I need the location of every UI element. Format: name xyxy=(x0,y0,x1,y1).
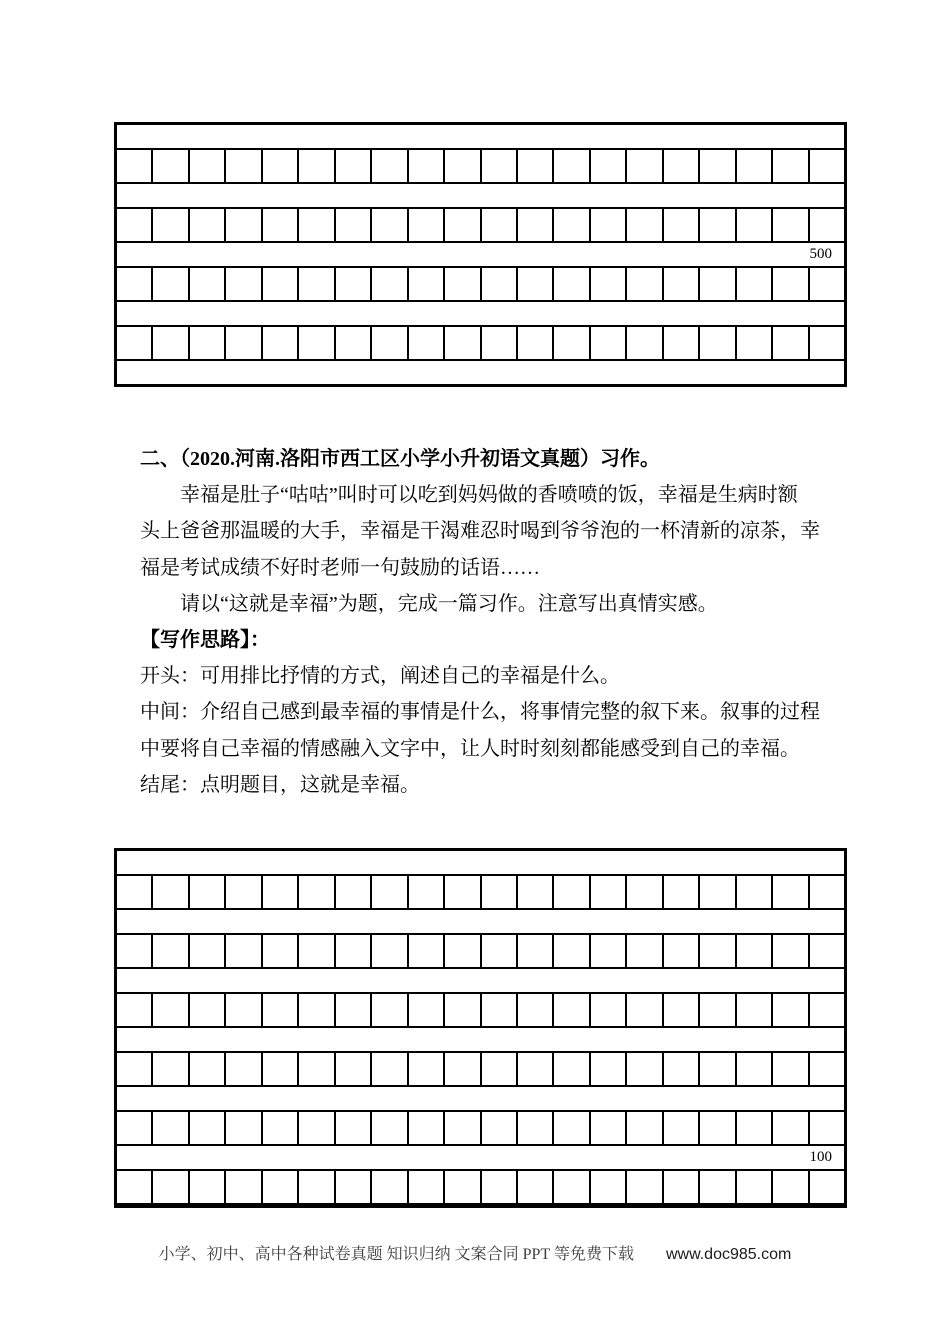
writing-cell xyxy=(263,1053,299,1085)
writing-cell xyxy=(591,1112,627,1144)
writing-cell xyxy=(226,876,262,908)
writing-cell xyxy=(700,876,736,908)
text-line: 【写作思路】： xyxy=(140,629,270,652)
page-footer xyxy=(0,1241,950,1264)
writing-cell xyxy=(117,1053,153,1085)
writing-cell xyxy=(664,268,700,300)
writing-cell xyxy=(518,994,554,1026)
writing-cell xyxy=(810,1053,844,1085)
exercise-text-block xyxy=(140,441,830,803)
writing-cell xyxy=(409,209,445,241)
section-body xyxy=(140,477,830,803)
grid-cell-row xyxy=(117,207,844,243)
writing-cell xyxy=(153,994,189,1026)
writing-cell xyxy=(190,935,226,967)
writing-cell xyxy=(372,268,408,300)
writing-cell xyxy=(190,327,226,359)
writing-cell xyxy=(445,994,481,1026)
writing-cell xyxy=(554,876,590,908)
writing-cell xyxy=(554,1171,590,1203)
writing-cell xyxy=(372,935,408,967)
writing-cell xyxy=(372,1171,408,1203)
writing-cell xyxy=(445,327,481,359)
writing-cell xyxy=(518,935,554,967)
writing-grid-100 xyxy=(114,848,847,1208)
writing-cell xyxy=(810,209,844,241)
writing-cell xyxy=(591,876,627,908)
grid-spacer-row xyxy=(117,851,844,874)
writing-cell xyxy=(263,994,299,1026)
writing-cell xyxy=(554,1053,590,1085)
writing-cell xyxy=(737,935,773,967)
grid-spacer-row xyxy=(117,1087,844,1110)
writing-cell xyxy=(518,1171,554,1203)
writing-cell xyxy=(627,876,663,908)
writing-cell xyxy=(664,1112,700,1144)
writing-cell xyxy=(773,1171,809,1203)
writing-cell xyxy=(263,935,299,967)
writing-cell xyxy=(445,268,481,300)
writing-cell xyxy=(153,876,189,908)
writing-cell xyxy=(372,994,408,1026)
writing-cell xyxy=(445,150,481,182)
writing-cell xyxy=(336,268,372,300)
writing-cell xyxy=(810,268,844,300)
writing-cell xyxy=(226,935,262,967)
writing-cell xyxy=(591,1053,627,1085)
writing-cell xyxy=(554,268,590,300)
writing-cell xyxy=(737,209,773,241)
writing-cell xyxy=(591,994,627,1026)
grid-spacer-row xyxy=(117,1146,844,1169)
writing-grid-500 xyxy=(114,122,847,387)
grid-spacer-row xyxy=(117,1028,844,1051)
writing-cell xyxy=(554,150,590,182)
writing-cell xyxy=(627,327,663,359)
writing-cell xyxy=(445,1112,481,1144)
writing-cell xyxy=(226,1171,262,1203)
writing-cell xyxy=(226,209,262,241)
writing-cell xyxy=(591,327,627,359)
writing-cell xyxy=(409,876,445,908)
writing-cell xyxy=(700,1112,736,1144)
writing-cell xyxy=(299,1171,335,1203)
writing-cell xyxy=(299,268,335,300)
writing-cell xyxy=(737,1112,773,1144)
writing-cell xyxy=(518,1053,554,1085)
writing-cell xyxy=(445,876,481,908)
writing-cell xyxy=(627,935,663,967)
writing-cell xyxy=(299,1112,335,1144)
writing-cell xyxy=(372,1053,408,1085)
writing-cell xyxy=(445,1053,481,1085)
writing-cell xyxy=(409,150,445,182)
grid-cell-row xyxy=(117,148,844,184)
text-line: 头上爸爸那温暖的大手，幸福是干渴难忍时喝到爷爷泡的一杯清新的凉茶，幸 xyxy=(140,520,820,543)
writing-cell xyxy=(226,268,262,300)
writing-cell xyxy=(263,209,299,241)
writing-cell xyxy=(700,209,736,241)
writing-cell xyxy=(190,150,226,182)
writing-cell xyxy=(263,327,299,359)
writing-cell xyxy=(664,994,700,1026)
writing-cell xyxy=(117,268,153,300)
writing-cell xyxy=(372,327,408,359)
writing-cell xyxy=(263,1112,299,1144)
writing-cell xyxy=(372,209,408,241)
grid-cell-row xyxy=(117,1169,844,1205)
writing-cell xyxy=(810,327,844,359)
text-line: 开头：可用排比抒情的方式，阐述自己的幸福是什么。 xyxy=(140,665,620,688)
writing-cell xyxy=(153,1171,189,1203)
writing-cell xyxy=(190,1053,226,1085)
writing-cell xyxy=(190,1171,226,1203)
writing-cell xyxy=(664,327,700,359)
footer-slogan: 小学、初中、高中各种试卷真题 知识归纳 文案合同 PPT 等免费下载 xyxy=(158,1246,634,1263)
writing-cell xyxy=(299,327,335,359)
writing-cell xyxy=(482,994,518,1026)
writing-cell xyxy=(664,935,700,967)
writing-cell xyxy=(700,327,736,359)
writing-cell xyxy=(773,209,809,241)
writing-cell xyxy=(591,150,627,182)
writing-cell xyxy=(263,1171,299,1203)
grid-spacer-row xyxy=(117,969,844,992)
writing-cell xyxy=(737,268,773,300)
writing-cell xyxy=(482,268,518,300)
writing-cell xyxy=(518,268,554,300)
writing-cell xyxy=(117,1171,153,1203)
grid-spacer-row xyxy=(117,361,844,384)
writing-cell xyxy=(153,1112,189,1144)
writing-cell xyxy=(409,994,445,1026)
writing-cell xyxy=(153,150,189,182)
writing-cell xyxy=(190,876,226,908)
writing-cell xyxy=(263,876,299,908)
writing-cell xyxy=(591,268,627,300)
writing-cell xyxy=(409,268,445,300)
writing-cell xyxy=(190,1112,226,1144)
writing-cell xyxy=(153,1053,189,1085)
writing-cell xyxy=(627,150,663,182)
writing-cell xyxy=(773,268,809,300)
writing-cell xyxy=(445,209,481,241)
grid-cell-row xyxy=(117,1051,844,1087)
writing-cell xyxy=(664,1053,700,1085)
writing-cell xyxy=(226,1053,262,1085)
writing-cell xyxy=(700,150,736,182)
writing-cell xyxy=(482,876,518,908)
writing-cell xyxy=(664,209,700,241)
text-line: 请以“这就是幸福”为题，完成一篇习作。注意写出真情实感。 xyxy=(180,592,718,615)
writing-cell xyxy=(773,1112,809,1144)
writing-cell xyxy=(700,935,736,967)
writing-cell xyxy=(117,994,153,1026)
text-line: 中要将自己幸福的情感融入文字中，让人时时刻刻都能感受到自己的幸福。 xyxy=(140,737,800,760)
writing-cell xyxy=(700,1171,736,1203)
writing-cell xyxy=(554,209,590,241)
writing-cell xyxy=(299,994,335,1026)
writing-cell xyxy=(700,268,736,300)
writing-cell xyxy=(226,1112,262,1144)
writing-cell xyxy=(226,327,262,359)
writing-cell xyxy=(810,994,844,1026)
section-heading: 二、（2020.河南.洛阳市西工区小学小升初语文真题）习作。 xyxy=(140,448,660,470)
writing-cell xyxy=(810,935,844,967)
writing-cell xyxy=(627,994,663,1026)
writing-cell xyxy=(409,327,445,359)
writing-cell xyxy=(737,994,773,1026)
writing-cell xyxy=(518,327,554,359)
writing-cell xyxy=(117,209,153,241)
writing-cell xyxy=(372,150,408,182)
grid-cell-row xyxy=(117,933,844,969)
writing-cell xyxy=(773,935,809,967)
writing-cell xyxy=(810,876,844,908)
writing-cell xyxy=(810,1112,844,1144)
writing-cell xyxy=(190,994,226,1026)
writing-cell xyxy=(336,327,372,359)
writing-cell xyxy=(117,935,153,967)
writing-cell xyxy=(627,1171,663,1203)
writing-cell xyxy=(737,1053,773,1085)
writing-cell xyxy=(117,327,153,359)
writing-cell xyxy=(773,150,809,182)
writing-cell xyxy=(773,876,809,908)
writing-cell xyxy=(336,935,372,967)
writing-cell xyxy=(554,994,590,1026)
writing-cell xyxy=(336,876,372,908)
writing-cell xyxy=(153,268,189,300)
writing-cell xyxy=(299,876,335,908)
writing-cell xyxy=(299,1053,335,1085)
writing-cell xyxy=(336,1171,372,1203)
writing-cell xyxy=(773,994,809,1026)
writing-cell xyxy=(554,1112,590,1144)
writing-cell xyxy=(190,209,226,241)
writing-cell xyxy=(153,209,189,241)
writing-cell xyxy=(299,209,335,241)
writing-cell xyxy=(226,150,262,182)
writing-cell xyxy=(664,150,700,182)
grid-spacer-row xyxy=(117,184,844,207)
writing-cell xyxy=(737,327,773,359)
writing-cell xyxy=(226,994,262,1026)
writing-cell xyxy=(372,876,408,908)
writing-cell xyxy=(627,1053,663,1085)
writing-cell xyxy=(482,327,518,359)
writing-cell xyxy=(554,935,590,967)
writing-cell xyxy=(773,1053,809,1085)
writing-cell xyxy=(117,876,153,908)
writing-cell xyxy=(700,994,736,1026)
writing-cell xyxy=(153,935,189,967)
writing-cell xyxy=(482,1171,518,1203)
writing-cell xyxy=(627,1112,663,1144)
writing-cell xyxy=(482,209,518,241)
writing-cell xyxy=(773,327,809,359)
word-count-marker: 500 xyxy=(809,246,832,262)
writing-cell xyxy=(336,150,372,182)
writing-cell xyxy=(518,876,554,908)
writing-cell xyxy=(518,150,554,182)
writing-cell xyxy=(627,268,663,300)
grid-cell-row xyxy=(117,266,844,302)
writing-cell xyxy=(153,327,189,359)
text-line: 幸福是肚子“咕咕”叫时可以吃到妈妈做的香喷喷的饭，幸福是生病时额 xyxy=(180,484,798,507)
writing-cell xyxy=(810,1171,844,1203)
writing-cell xyxy=(591,209,627,241)
grid-cell-row xyxy=(117,874,844,910)
grid-cell-row xyxy=(117,1110,844,1146)
writing-cell xyxy=(372,1112,408,1144)
writing-cell xyxy=(482,1112,518,1144)
writing-cell xyxy=(336,1053,372,1085)
text-line: 福是考试成绩不好时老师一句鼓励的话语…… xyxy=(140,556,540,579)
writing-cell xyxy=(409,935,445,967)
writing-cell xyxy=(336,1112,372,1144)
writing-cell xyxy=(117,1112,153,1144)
writing-cell xyxy=(737,1171,773,1203)
writing-cell xyxy=(482,935,518,967)
grid-spacer-row xyxy=(117,243,844,266)
writing-cell xyxy=(627,209,663,241)
writing-cell xyxy=(336,209,372,241)
writing-cell xyxy=(591,935,627,967)
grid-spacer-row xyxy=(117,910,844,933)
writing-cell xyxy=(263,150,299,182)
writing-cell xyxy=(409,1053,445,1085)
writing-cell xyxy=(737,150,773,182)
writing-cell xyxy=(664,876,700,908)
writing-cell xyxy=(409,1112,445,1144)
writing-cell xyxy=(482,150,518,182)
writing-cell xyxy=(445,1171,481,1203)
writing-cell xyxy=(554,327,590,359)
writing-cell xyxy=(263,268,299,300)
writing-cell xyxy=(190,268,226,300)
writing-cell xyxy=(299,150,335,182)
writing-cell xyxy=(518,209,554,241)
grid-cell-row xyxy=(117,992,844,1028)
writing-cell xyxy=(409,1171,445,1203)
text-line: 中间：介绍自己感到最幸福的事情是什么，将事情完整的叙下来。叙事的过程 xyxy=(140,701,820,724)
writing-cell xyxy=(482,1053,518,1085)
grid-spacer-row xyxy=(117,125,844,148)
writing-cell xyxy=(664,1171,700,1203)
grid-spacer-row xyxy=(117,302,844,325)
writing-cell xyxy=(591,1171,627,1203)
text-line: 结尾：点明题目，这就是幸福。 xyxy=(140,773,420,796)
writing-cell xyxy=(737,876,773,908)
footer-site-link[interactable]: www.doc985.com xyxy=(665,1246,792,1263)
writing-cell xyxy=(299,935,335,967)
writing-cell xyxy=(518,1112,554,1144)
writing-cell xyxy=(810,150,844,182)
writing-cell xyxy=(700,1053,736,1085)
writing-cell xyxy=(117,150,153,182)
grid-cell-row xyxy=(117,325,844,361)
word-count-marker: 100 xyxy=(809,1149,832,1165)
writing-cell xyxy=(336,994,372,1026)
writing-cell xyxy=(445,935,481,967)
